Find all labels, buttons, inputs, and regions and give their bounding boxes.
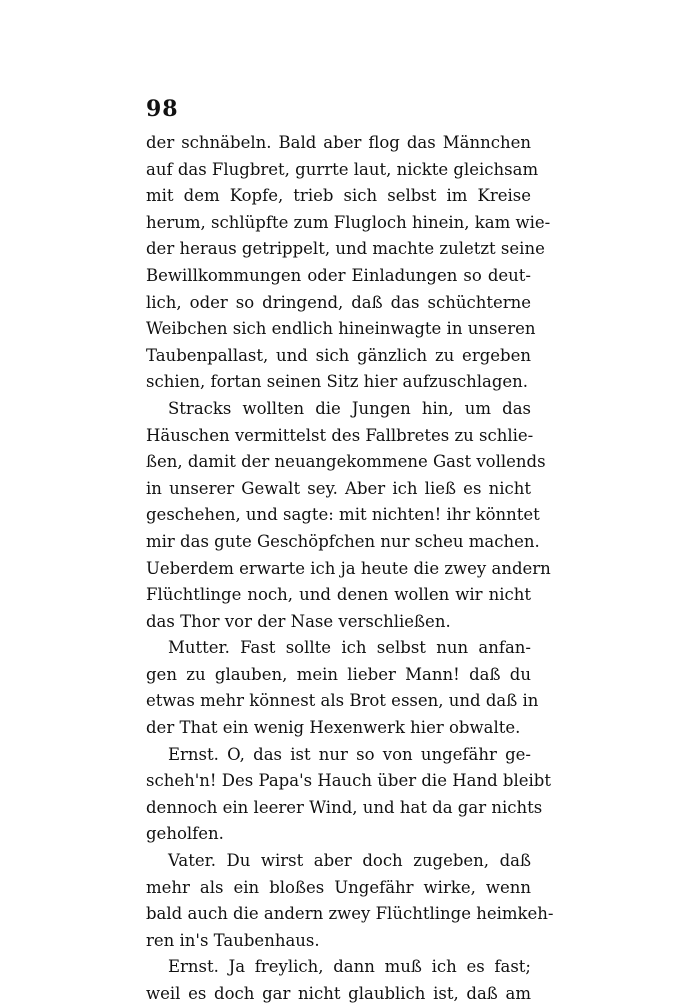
- text-line: der That ein wenig Hexenwerk hier obwalte.: [146, 718, 521, 738]
- text-line: der schnäbeln. Bald aber flog das Männchen: [146, 133, 531, 152]
- speaker-line-ernst: Ernst. O, das ist nur so von ungefähr ge-: [168, 744, 531, 764]
- speaker-line-mutter: Mutter. Fast sollte ich selbst nun anfan-: [168, 638, 531, 658]
- text-line: mehr als ein bloßes Ungefähr wirke, wenn: [146, 877, 531, 897]
- text-line: das Thor vor der Nase verschließen.: [146, 611, 451, 631]
- text-line: ßen, damit der neuangekommene Gast vollends: [146, 452, 546, 472]
- text-line: mit dem Kopfe, trieb sich selbst im Kreise: [146, 186, 531, 206]
- speaker-line-vater: Vater. Du wirst aber doch zugeben, daß: [168, 851, 531, 871]
- text-line: weil es doch gar nicht glaublich ist, daß am: [146, 984, 531, 1003]
- text-line: etwas mehr könnest als Brot essen, und daß in: [146, 691, 539, 711]
- text-line: geschehen, und sagte: mit nichten! ihr könntet: [146, 505, 540, 525]
- text-line: ren in's Taubenhaus.: [146, 930, 320, 950]
- text-line: geholfen.: [146, 824, 224, 844]
- body-text: [146, 130, 554, 1008]
- text-line: mir das gute Geschöpfchen nur scheu machen.: [146, 531, 540, 551]
- text-line: Stracks wollten die Jungen hin, um das: [168, 398, 531, 418]
- text-line: dennoch ein leerer Wind, und hat da gar nichts: [146, 797, 543, 817]
- text-line: scheh'n! Des Papa's Hauch über die Hand bleibt: [146, 771, 551, 791]
- text-line: lich, oder so dringend, daß das schüchterne: [146, 292, 531, 312]
- text-line: Flüchtlinge noch, und denen wollen wir nicht: [146, 585, 531, 605]
- text-line: Häuschen vermittelst des Fallbretes zu schlie-: [146, 425, 534, 445]
- text-line: Bewillkommungen oder Einladungen so deut-: [146, 265, 531, 285]
- page-number: 98: [146, 96, 179, 122]
- text-line: auf das Flugbret, gurrte laut, nickte gleichsam: [146, 159, 539, 179]
- text-line: gen zu glauben, mein lieber Mann! daß du: [146, 664, 531, 684]
- text-line: Taubenpallast, und sich gänzlich zu ergeben: [146, 345, 531, 365]
- text-line: schien, fortan seinen Sitz hier aufzuschlagen.: [146, 372, 529, 392]
- text-line: Weibchen sich endlich hineinwagte in unseren: [146, 319, 536, 339]
- text-line: in unserer Gewalt sey. Aber ich ließ es nicht: [146, 478, 531, 498]
- text-line: der heraus getrippelt, und machte zuletzt seine: [146, 239, 545, 259]
- speaker-line-ernst: Ernst. Ja freylich, dann muß ich es fast;: [168, 957, 531, 977]
- text-line: bald auch die andern zwey Flüchtlinge heimkeh-: [146, 904, 554, 924]
- text-line: Ueberdem erwarte ich ja heute die zwey andern: [146, 558, 551, 578]
- text-line: herum, schlüpfte zum Flugloch hinein, kam wie-: [146, 212, 551, 232]
